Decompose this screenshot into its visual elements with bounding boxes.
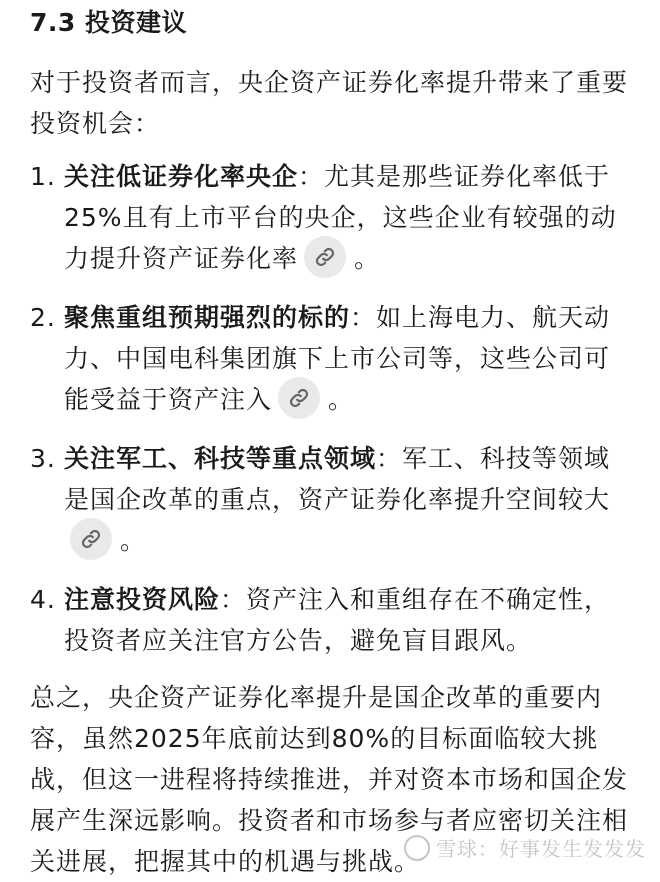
item-heading: 聚焦重组预期强烈的标的 xyxy=(64,303,351,332)
item-heading: 注意投资风险 xyxy=(64,585,221,614)
item-end: 。 xyxy=(354,244,381,273)
item-heading: 关注军工、科技等重点领域 xyxy=(64,444,377,473)
item-number: 1. xyxy=(30,162,56,191)
item-number: 3. xyxy=(30,444,56,473)
link-icon[interactable] xyxy=(70,518,112,560)
item-heading: 关注低证券化率央企 xyxy=(64,162,299,191)
snowball-logo-icon xyxy=(404,835,430,861)
watermark xyxy=(404,833,646,862)
intro-paragraph: 对于投资者而言，央企资产证券化率提升带来了重要投资机会： xyxy=(30,68,629,138)
summary-paragraph: 总之，央企资产证券化率提升是国企改革的重要内容，虽然2025年底前达到80%的目标面临较大挑战，但这一进程将持续推进，并对资本市场和国企发展产生深远影响。投资者和市场参与者应密切关注相关进展，把握其中的机遇与挑战。 xyxy=(30,683,629,876)
item-end: 。 xyxy=(120,526,147,555)
watermark-text: 雪球：好事发生发发发 xyxy=(436,837,646,861)
item-text: ：如上海电力、航天动力、中国电科集团旗下上市公司等，这些公司可能受益于资产注入 xyxy=(64,303,611,414)
list-item xyxy=(30,438,634,563)
list-item xyxy=(30,297,634,422)
item-number: 4. xyxy=(30,585,56,614)
section-title: 7.3 投资建议 xyxy=(30,8,187,37)
item-text: ：军工、科技等领域是国企改革的重点，资产证券化率提升空间较大 xyxy=(64,444,611,514)
item-end: 。 xyxy=(328,385,355,414)
recommendation-list xyxy=(30,156,634,661)
list-item xyxy=(30,579,634,661)
item-text: ：资产注入和重组存在不确定性，投资者应关注官方公告，避免盲目跟风。 xyxy=(64,585,611,655)
link-icon[interactable] xyxy=(304,236,346,278)
item-text: ：尤其是那些证券化率低于25%且有上市平台的央企，这些企业有较强的动力提升资产证券化率 xyxy=(64,162,617,273)
list-item xyxy=(30,156,634,281)
item-number: 2. xyxy=(30,303,56,332)
link-icon[interactable] xyxy=(278,377,320,419)
